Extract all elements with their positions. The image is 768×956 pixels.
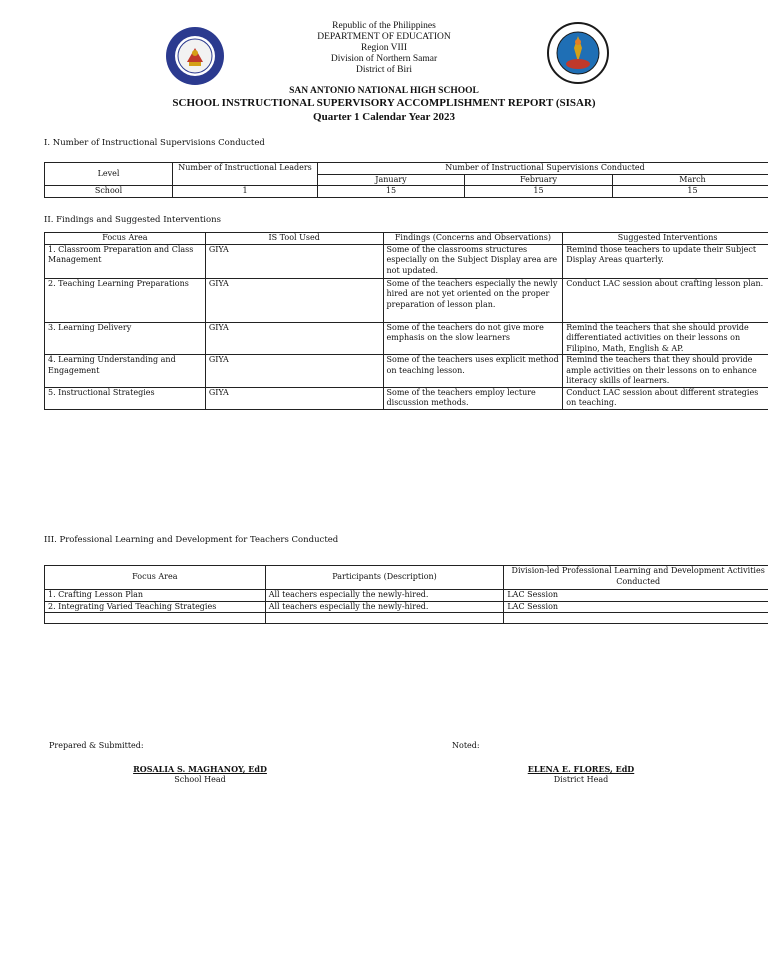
noted-label: Noted: [452,741,480,750]
table-row [45,322,768,355]
cell-interventions: Conduct LAC session about crafting lesson plan. [563,278,768,322]
col-findings: Findings (Concerns and Observations) [383,233,563,245]
col-february: February [465,174,613,186]
cell-focus: 1. Classroom Preparation and Class Management [45,244,206,278]
col-level: Level [45,163,173,186]
cell-level: School [45,186,173,198]
header-division: Division of Northern Samar [330,54,438,64]
col-march: March [613,174,768,186]
cell-tool: GIYA [205,278,383,322]
prepared-label: Prepared & Submitted: [49,741,144,750]
cell-tool: GIYA [205,244,383,278]
cell-participants [265,613,504,624]
col-january: January [318,174,465,186]
cell-january: 15 [318,186,465,198]
cell-interventions: Remind those teachers to update their Subject Display Areas quarterly. [563,244,768,278]
cell-tool: GIYA [205,387,383,409]
table-row [45,244,768,278]
col-focus-area: Focus Area [45,233,206,245]
cell-tool: GIYA [205,355,383,388]
cell-february: 15 [465,186,613,198]
table-row [45,601,768,613]
table-row [45,590,768,602]
cell-findings: Some of the teachers especially the newly hired are not yet oriented on the proper preparation of lesson plan. [383,278,563,322]
section2-title: II. Findings and Suggested Interventions [44,215,221,225]
cell-focus: 1. Crafting Lesson Plan [45,590,266,602]
cell-findings: Some of the teachers do not give more emphasis on the slow learners [383,322,563,355]
header-region: Region VIII [361,43,407,53]
table-row [45,355,768,388]
cell-focus: 4. Learning Understanding and Engagement [45,355,206,388]
col-is-tool: IS Tool Used [205,233,383,245]
col-focus-area: Focus Area [45,566,266,590]
development-table [44,565,768,624]
cell-march: 15 [613,186,768,198]
col-participants: Participants (Description) [265,566,504,590]
cell-interventions: Remind the teachers that they should provide ample activities on their lessons on to enhance literacy skills of learners. [563,355,768,388]
col-interventions: Suggested Interventions [563,233,768,245]
cell-focus [45,613,266,624]
cell-participants: All teachers especially the newly-hired. [265,590,504,602]
col-leaders: Number of Instructional Leaders [173,163,318,186]
noted-title: District Head [553,775,609,784]
section1-title: I. Number of Instructional Supervisions Conducted [44,138,265,148]
table-row [45,278,768,322]
header-district: District of Biri [356,65,412,75]
cell-focus: 5. Instructional Strategies [45,387,206,409]
prepared-name: ROSALIA S. MAGHANOY, EdD [133,764,267,774]
cell-focus: 3. Learning Delivery [45,322,206,355]
table-row [45,186,768,198]
cell-findings: Some of the teachers uses explicit method on teaching lesson. [383,355,563,388]
cell-participants: All teachers especially the newly-hired. [265,601,504,613]
cell-focus: 2. Teaching Learning Preparations [45,278,206,322]
cell-activity: LAC Session [504,601,768,613]
header-republic: Republic of the Philippines [332,21,436,31]
findings-table [44,232,768,410]
report-period: Quarter 1 Calendar Year 2023 [313,111,455,123]
prepared-title: School Head [174,775,226,784]
col-conducted: Number of Instructional Supervisions Conducted [318,163,768,175]
report-title: SCHOOL INSTRUCTIONAL SUPERVISORY ACCOMPLISHMENT REPORT (SISAR) [172,97,596,109]
col-activities: Division-led Professional Learning and Development Activities Conducted [504,566,768,590]
cell-focus: 2. Integrating Varied Teaching Strategies [45,601,266,613]
table-row [45,613,768,624]
cell-tool: GIYA [205,322,383,355]
cell-leaders: 1 [173,186,318,198]
school-name: SAN ANTONIO NATIONAL HIGH SCHOOL [289,86,479,96]
section3-title: III. Professional Learning and Development for Teachers Conducted [44,535,339,545]
noted-name: ELENA E. FLORES, EdD [527,764,635,774]
supervisions-table [44,162,768,198]
cell-activity: LAC Session [504,590,768,602]
cell-findings: Some of the teachers employ lecture discussion methods. [383,387,563,409]
cell-interventions: Conduct LAC session about different strategies on teaching. [563,387,768,409]
table-row [45,387,768,409]
cell-interventions: Remind the teachers that she should provide differentiated activities on their lessons on Filipino, Math, English & AP. [563,322,768,355]
cell-activity [504,613,768,624]
header-department: DEPARTMENT OF EDUCATION [317,32,451,42]
cell-findings: Some of the classrooms structures especially on the Subject Display area are not updated. [383,244,563,278]
